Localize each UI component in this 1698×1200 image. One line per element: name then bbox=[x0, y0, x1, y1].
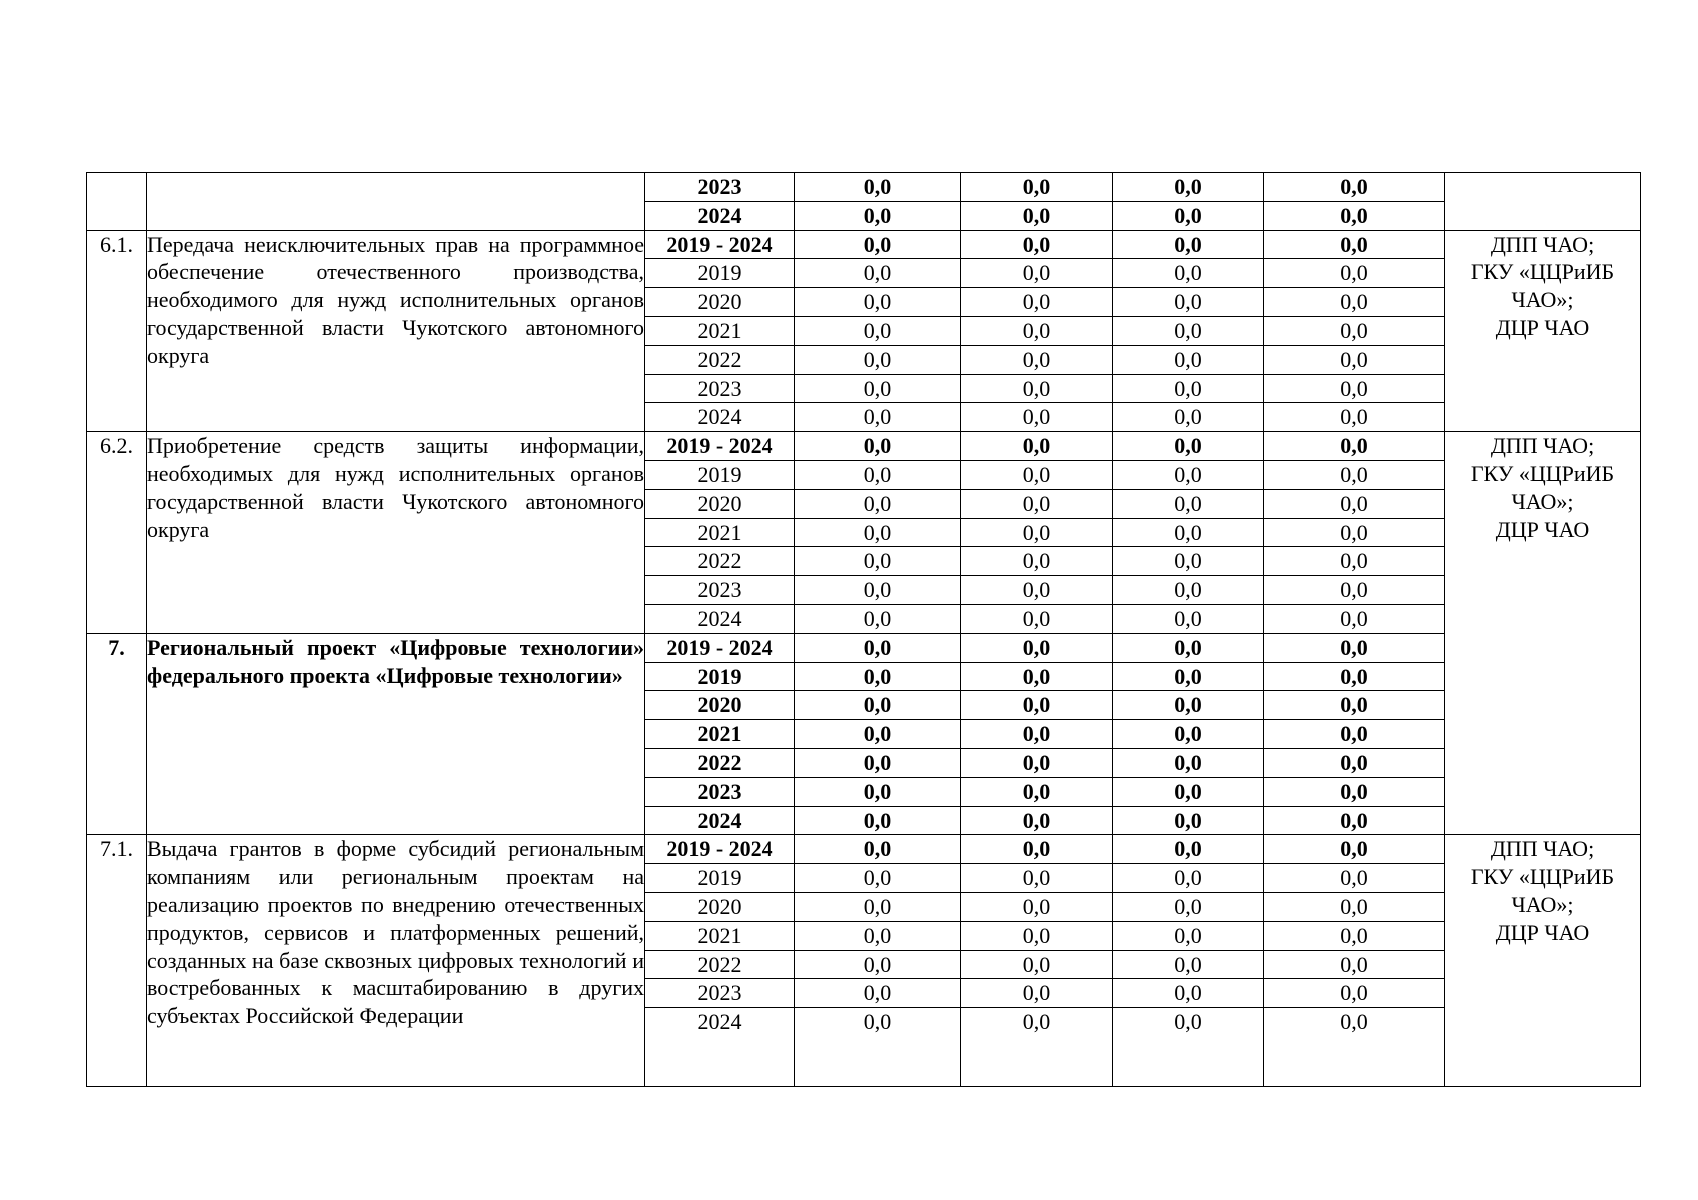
value-cell-1: 0,0 bbox=[795, 892, 961, 921]
value-cell-2: 0,0 bbox=[961, 921, 1113, 950]
row-number-cell: 6.1. bbox=[87, 230, 147, 432]
value-cell-2: 0,0 bbox=[961, 518, 1113, 547]
responsible-cell bbox=[1445, 432, 1641, 835]
value-cell-3: 0,0 bbox=[1113, 806, 1264, 835]
value-cell-2: 0,0 bbox=[961, 892, 1113, 921]
value-cell-2: 0,0 bbox=[961, 576, 1113, 605]
value-cell-1: 0,0 bbox=[795, 777, 961, 806]
year-cell: 2019 - 2024 bbox=[645, 432, 795, 461]
value-cell-1: 0,0 bbox=[795, 547, 961, 576]
value-cell-1: 0,0 bbox=[795, 489, 961, 518]
value-cell-3: 0,0 bbox=[1113, 864, 1264, 893]
year-cell: 2022 bbox=[645, 547, 795, 576]
value-cell-3: 0,0 bbox=[1113, 489, 1264, 518]
description-cell: Региональный проект «Цифровые технологии» федерального проекта «Цифровые технологии» bbox=[147, 633, 645, 835]
value-cell-4: 0,0 bbox=[1264, 892, 1445, 921]
value-cell-3: 0,0 bbox=[1113, 604, 1264, 633]
responsible-line: ГКУ «ЦЦРиИБ bbox=[1470, 864, 1615, 890]
year-cell: 2023 bbox=[645, 777, 795, 806]
table-row bbox=[87, 230, 1641, 259]
value-cell-4: 0,0 bbox=[1264, 201, 1445, 230]
value-cell-4: 0,0 bbox=[1264, 950, 1445, 979]
value-cell-4: 0,0 bbox=[1264, 432, 1445, 461]
value-cell-2: 0,0 bbox=[961, 720, 1113, 749]
value-cell-2: 0,0 bbox=[961, 1008, 1113, 1087]
value-cell-3: 0,0 bbox=[1113, 950, 1264, 979]
year-cell: 2024 bbox=[645, 403, 795, 432]
year-cell: 2023 bbox=[645, 374, 795, 403]
year-cell: 2020 bbox=[645, 691, 795, 720]
value-cell-3: 0,0 bbox=[1113, 518, 1264, 547]
value-cell-4: 0,0 bbox=[1264, 403, 1445, 432]
responsible-line: ГКУ «ЦЦРиИБ bbox=[1470, 460, 1615, 486]
value-cell-1: 0,0 bbox=[795, 720, 961, 749]
table-body bbox=[87, 173, 1641, 1087]
year-cell: 2024 bbox=[645, 201, 795, 230]
table-row bbox=[87, 835, 1641, 864]
value-cell-2: 0,0 bbox=[961, 345, 1113, 374]
value-cell-1: 0,0 bbox=[795, 950, 961, 979]
responsible-cell bbox=[1445, 230, 1641, 432]
value-cell-1: 0,0 bbox=[795, 403, 961, 432]
year-cell: 2022 bbox=[645, 345, 795, 374]
value-cell-3: 0,0 bbox=[1113, 691, 1264, 720]
value-cell-1: 0,0 bbox=[795, 979, 961, 1008]
responsible-line: ДЦР ЧАО bbox=[1495, 516, 1590, 542]
funding-table bbox=[86, 172, 1641, 1087]
value-cell-4: 0,0 bbox=[1264, 835, 1445, 864]
value-cell-4: 0,0 bbox=[1264, 576, 1445, 605]
value-cell-3: 0,0 bbox=[1113, 288, 1264, 317]
year-cell: 2024 bbox=[645, 604, 795, 633]
value-cell-4: 0,0 bbox=[1264, 633, 1445, 662]
value-cell-1: 0,0 bbox=[795, 432, 961, 461]
value-cell-3: 0,0 bbox=[1113, 748, 1264, 777]
year-cell: 2019 bbox=[645, 662, 795, 691]
value-cell-1: 0,0 bbox=[795, 230, 961, 259]
year-cell: 2020 bbox=[645, 288, 795, 317]
row-number-cell: 6.2. bbox=[87, 432, 147, 634]
responsible-line: ДЦР ЧАО bbox=[1495, 919, 1590, 945]
row-number-cell: 7. bbox=[87, 633, 147, 835]
description-cell: Выдача грантов в форме субсидий региональным компаниям или региональным проектам на реализацию проектов по внедрению отечественных продуктов, сервисов и платформенных решений, созданных на базе сквозных цифровых технологий и востребованных к масштабированию в других субъектах Российской Федерации bbox=[147, 835, 645, 1087]
value-cell-1: 0,0 bbox=[795, 1008, 961, 1087]
value-cell-3: 0,0 bbox=[1113, 921, 1264, 950]
value-cell-4: 0,0 bbox=[1264, 173, 1445, 202]
value-cell-3: 0,0 bbox=[1113, 432, 1264, 461]
value-cell-4: 0,0 bbox=[1264, 1008, 1445, 1087]
responsible-cell bbox=[1445, 835, 1641, 1087]
value-cell-3: 0,0 bbox=[1113, 576, 1264, 605]
value-cell-4: 0,0 bbox=[1264, 547, 1445, 576]
value-cell-4: 0,0 bbox=[1264, 345, 1445, 374]
value-cell-4: 0,0 bbox=[1264, 720, 1445, 749]
value-cell-4: 0,0 bbox=[1264, 864, 1445, 893]
value-cell-3: 0,0 bbox=[1113, 547, 1264, 576]
value-cell-1: 0,0 bbox=[795, 201, 961, 230]
value-cell-2: 0,0 bbox=[961, 460, 1113, 489]
value-cell-2: 0,0 bbox=[961, 288, 1113, 317]
value-cell-3: 0,0 bbox=[1113, 777, 1264, 806]
responsible-line: ЧАО»; bbox=[1511, 287, 1574, 313]
year-cell: 2019 bbox=[645, 460, 795, 489]
table-row bbox=[87, 173, 1641, 202]
value-cell-1: 0,0 bbox=[795, 604, 961, 633]
responsible-line: ДПП ЧАО; bbox=[1490, 231, 1595, 257]
year-cell: 2022 bbox=[645, 748, 795, 777]
value-cell-1: 0,0 bbox=[795, 173, 961, 202]
value-cell-1: 0,0 bbox=[795, 748, 961, 777]
table-row bbox=[87, 633, 1641, 662]
value-cell-1: 0,0 bbox=[795, 576, 961, 605]
value-cell-1: 0,0 bbox=[795, 345, 961, 374]
value-cell-1: 0,0 bbox=[795, 864, 961, 893]
value-cell-2: 0,0 bbox=[961, 835, 1113, 864]
row-number-cell: 7.1. bbox=[87, 835, 147, 1087]
value-cell-1: 0,0 bbox=[795, 288, 961, 317]
value-cell-1: 0,0 bbox=[795, 374, 961, 403]
value-cell-4: 0,0 bbox=[1264, 748, 1445, 777]
responsible-line: ДЦР ЧАО bbox=[1495, 314, 1590, 340]
value-cell-4: 0,0 bbox=[1264, 806, 1445, 835]
value-cell-3: 0,0 bbox=[1113, 835, 1264, 864]
value-cell-2: 0,0 bbox=[961, 259, 1113, 288]
value-cell-1: 0,0 bbox=[795, 316, 961, 345]
value-cell-3: 0,0 bbox=[1113, 979, 1264, 1008]
value-cell-4: 0,0 bbox=[1264, 777, 1445, 806]
year-cell: 2020 bbox=[645, 892, 795, 921]
value-cell-3: 0,0 bbox=[1113, 374, 1264, 403]
value-cell-1: 0,0 bbox=[795, 259, 961, 288]
value-cell-2: 0,0 bbox=[961, 432, 1113, 461]
value-cell-2: 0,0 bbox=[961, 547, 1113, 576]
value-cell-1: 0,0 bbox=[795, 835, 961, 864]
value-cell-3: 0,0 bbox=[1113, 1008, 1264, 1087]
value-cell-3: 0,0 bbox=[1113, 403, 1264, 432]
year-cell: 2019 bbox=[645, 864, 795, 893]
value-cell-3: 0,0 bbox=[1113, 201, 1264, 230]
value-cell-4: 0,0 bbox=[1264, 921, 1445, 950]
value-cell-4: 0,0 bbox=[1264, 604, 1445, 633]
value-cell-2: 0,0 bbox=[961, 230, 1113, 259]
value-cell-4: 0,0 bbox=[1264, 374, 1445, 403]
value-cell-2: 0,0 bbox=[961, 403, 1113, 432]
value-cell-2: 0,0 bbox=[961, 979, 1113, 1008]
year-cell: 2023 bbox=[645, 173, 795, 202]
value-cell-1: 0,0 bbox=[795, 921, 961, 950]
year-cell: 2023 bbox=[645, 576, 795, 605]
value-cell-3: 0,0 bbox=[1113, 345, 1264, 374]
value-cell-1: 0,0 bbox=[795, 633, 961, 662]
value-cell-4: 0,0 bbox=[1264, 691, 1445, 720]
value-cell-4: 0,0 bbox=[1264, 288, 1445, 317]
responsible-line: ДПП ЧАО; bbox=[1490, 433, 1595, 459]
value-cell-1: 0,0 bbox=[795, 662, 961, 691]
year-cell: 2019 - 2024 bbox=[645, 633, 795, 662]
value-cell-4: 0,0 bbox=[1264, 316, 1445, 345]
value-cell-1: 0,0 bbox=[795, 806, 961, 835]
value-cell-3: 0,0 bbox=[1113, 259, 1264, 288]
value-cell-2: 0,0 bbox=[961, 806, 1113, 835]
value-cell-2: 0,0 bbox=[961, 691, 1113, 720]
value-cell-2: 0,0 bbox=[961, 201, 1113, 230]
value-cell-2: 0,0 bbox=[961, 662, 1113, 691]
value-cell-3: 0,0 bbox=[1113, 633, 1264, 662]
year-cell: 2021 bbox=[645, 316, 795, 345]
value-cell-2: 0,0 bbox=[961, 777, 1113, 806]
value-cell-3: 0,0 bbox=[1113, 460, 1264, 489]
year-cell: 2019 bbox=[645, 259, 795, 288]
value-cell-2: 0,0 bbox=[961, 633, 1113, 662]
value-cell-4: 0,0 bbox=[1264, 979, 1445, 1008]
value-cell-4: 0,0 bbox=[1264, 230, 1445, 259]
value-cell-2: 0,0 bbox=[961, 604, 1113, 633]
value-cell-1: 0,0 bbox=[795, 518, 961, 547]
year-cell: 2020 bbox=[645, 489, 795, 518]
value-cell-3: 0,0 bbox=[1113, 892, 1264, 921]
value-cell-3: 0,0 bbox=[1113, 662, 1264, 691]
responsible-cell bbox=[1445, 173, 1641, 231]
value-cell-1: 0,0 bbox=[795, 460, 961, 489]
responsible-line: ГКУ «ЦЦРиИБ bbox=[1470, 259, 1615, 285]
row-number-cell bbox=[87, 173, 147, 231]
year-cell: 2023 bbox=[645, 979, 795, 1008]
value-cell-4: 0,0 bbox=[1264, 662, 1445, 691]
description-cell: Приобретение средств защиты информации, необходимых для нужд исполнительных органов государственной власти Чукотского автономного округа bbox=[147, 432, 645, 634]
value-cell-2: 0,0 bbox=[961, 173, 1113, 202]
year-cell: 2024 bbox=[645, 1008, 795, 1087]
year-cell: 2019 - 2024 bbox=[645, 230, 795, 259]
year-cell: 2021 bbox=[645, 921, 795, 950]
value-cell-2: 0,0 bbox=[961, 489, 1113, 518]
value-cell-3: 0,0 bbox=[1113, 720, 1264, 749]
value-cell-3: 0,0 bbox=[1113, 230, 1264, 259]
table-row bbox=[87, 432, 1641, 461]
year-cell: 2022 bbox=[645, 950, 795, 979]
value-cell-2: 0,0 bbox=[961, 864, 1113, 893]
description-cell bbox=[147, 173, 645, 231]
value-cell-4: 0,0 bbox=[1264, 460, 1445, 489]
year-cell: 2021 bbox=[645, 720, 795, 749]
year-cell: 2019 - 2024 bbox=[645, 835, 795, 864]
responsible-line: ЧАО»; bbox=[1511, 891, 1574, 917]
value-cell-1: 0,0 bbox=[795, 691, 961, 720]
description-cell: Передача неисключительных прав на программное обеспечение отечественного производства, необходимого для нужд исполнительных органов государственной власти Чукотского автономного округа bbox=[147, 230, 645, 432]
value-cell-4: 0,0 bbox=[1264, 489, 1445, 518]
value-cell-2: 0,0 bbox=[961, 316, 1113, 345]
responsible-line: ЧАО»; bbox=[1511, 488, 1574, 514]
responsible-line: ДПП ЧАО; bbox=[1490, 836, 1595, 862]
value-cell-2: 0,0 bbox=[961, 950, 1113, 979]
year-cell: 2021 bbox=[645, 518, 795, 547]
value-cell-3: 0,0 bbox=[1113, 173, 1264, 202]
year-cell: 2024 bbox=[645, 806, 795, 835]
value-cell-2: 0,0 bbox=[961, 374, 1113, 403]
value-cell-3: 0,0 bbox=[1113, 316, 1264, 345]
value-cell-2: 0,0 bbox=[961, 748, 1113, 777]
value-cell-4: 0,0 bbox=[1264, 259, 1445, 288]
value-cell-4: 0,0 bbox=[1264, 518, 1445, 547]
